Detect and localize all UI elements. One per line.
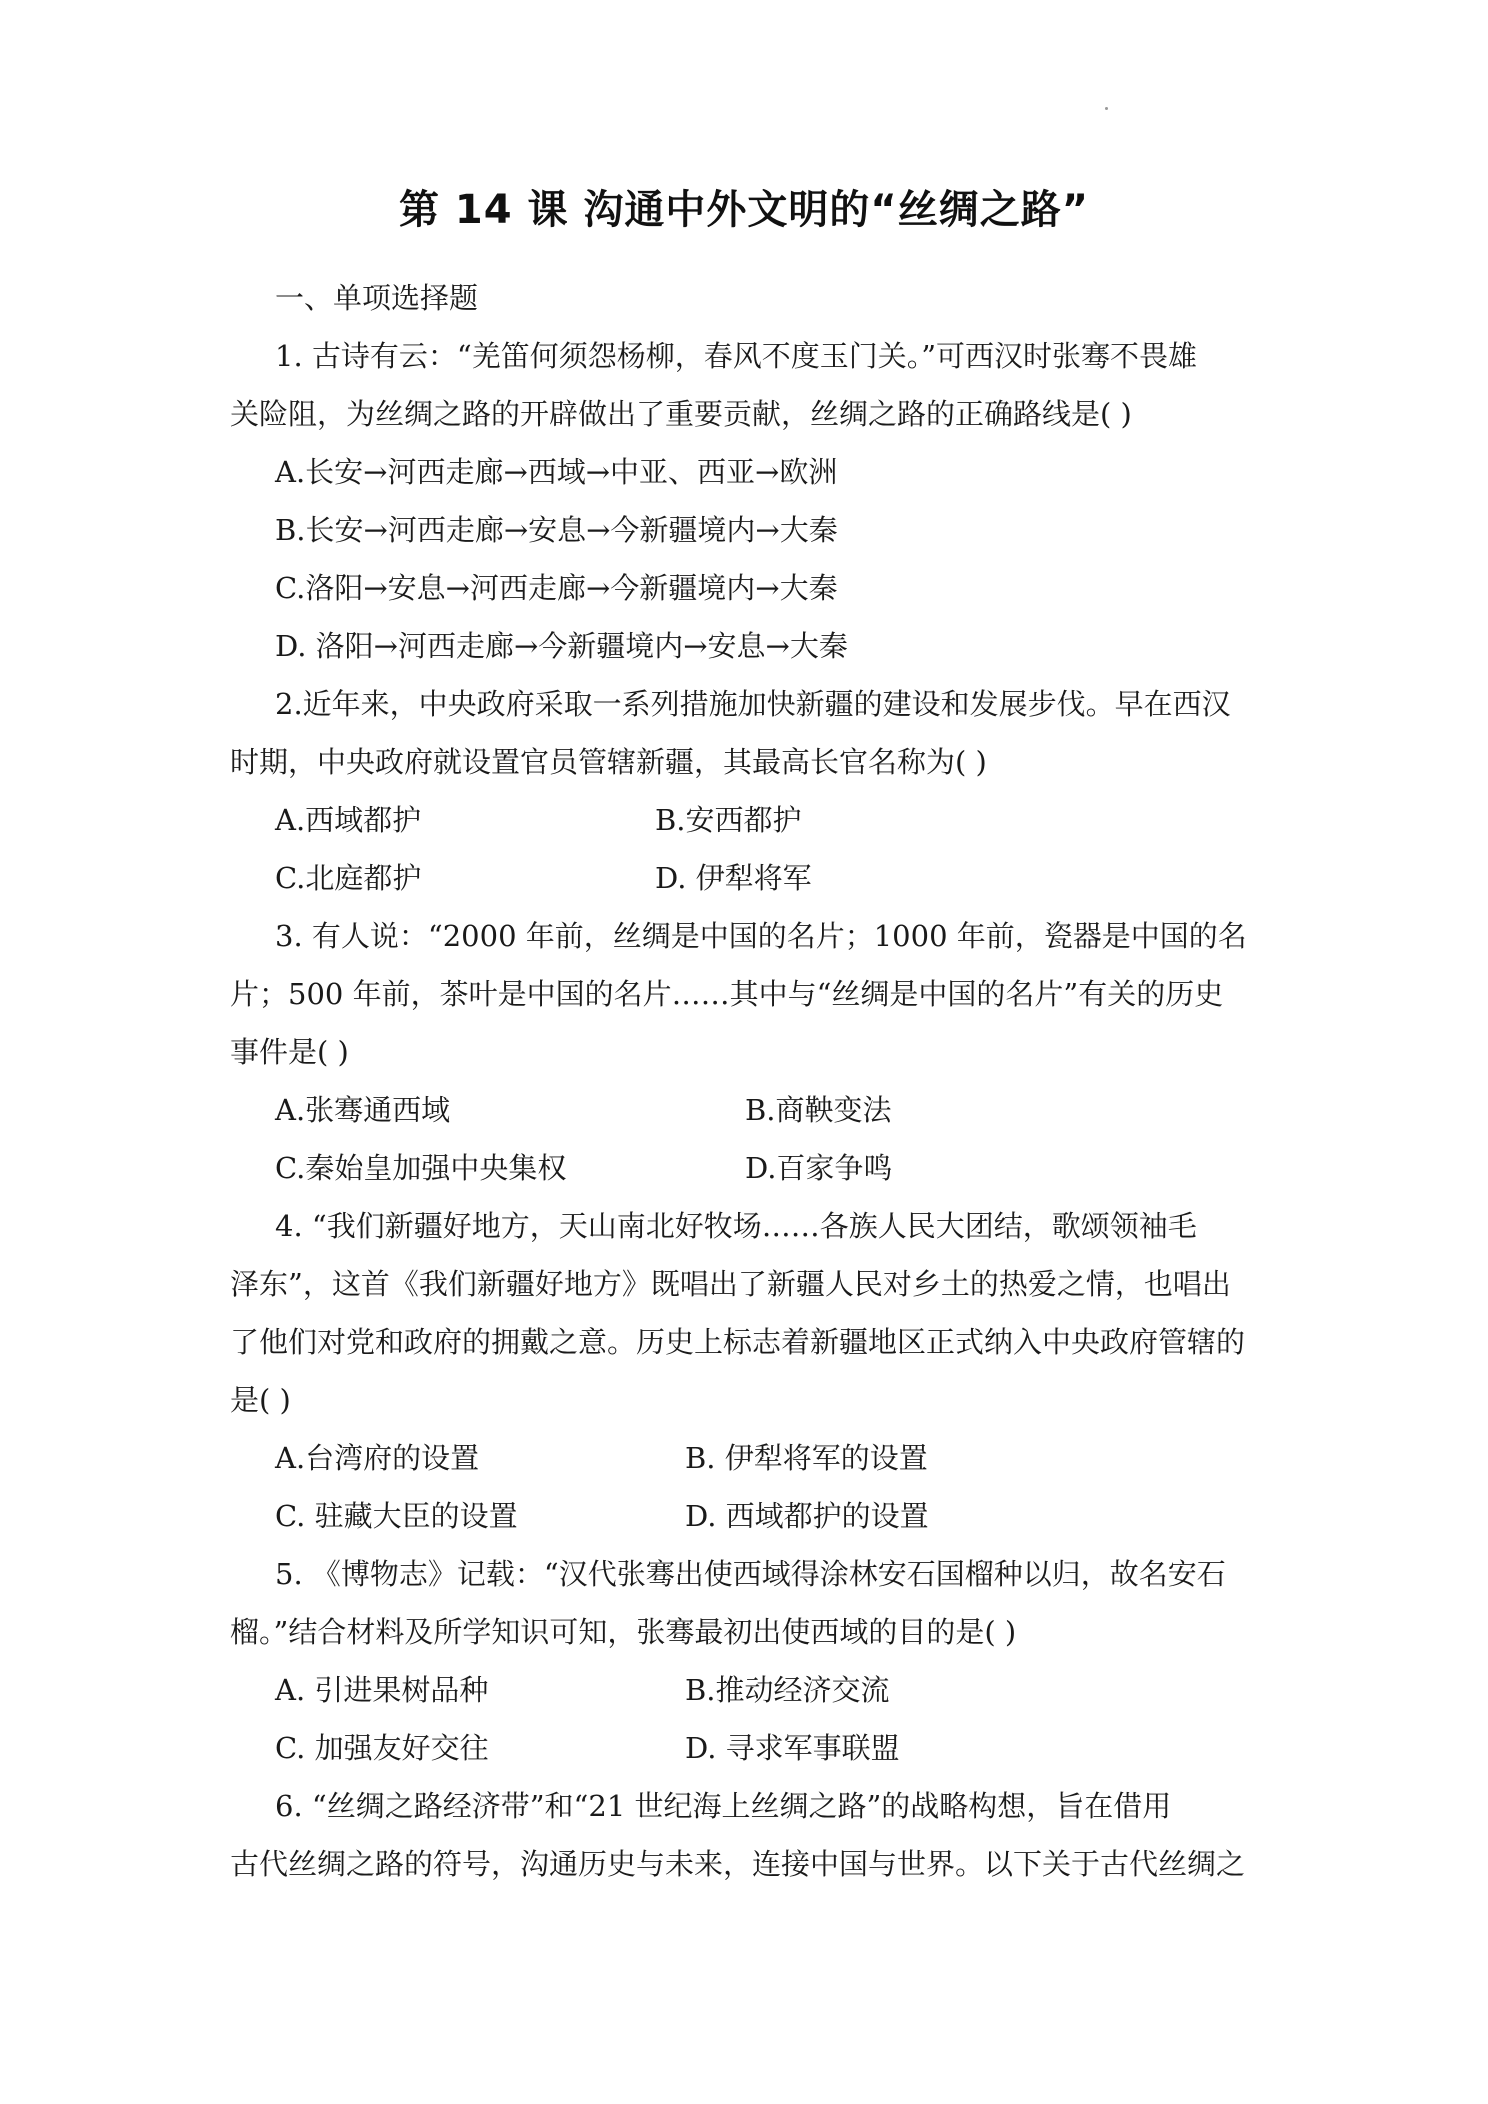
q1-option-d[interactable]: D. 洛阳→河西走廊→今新疆境内→安息→大秦 <box>275 629 848 663</box>
q1-stem-line1: 1. 古诗有云：“羌笛何须怨杨柳，春风不度玉门关。”可西汉时张骞不畏雄 <box>275 339 1198 373</box>
q5-stem-line2: 榴。”结合材料及所学知识可知，张骞最初出使西域的目的是( ) <box>230 1615 1017 1649</box>
scan-dot <box>1105 107 1108 110</box>
q4-option-c[interactable]: C. 驻藏大臣的设置 <box>275 1499 518 1533</box>
q4-option-d[interactable]: D. 西域都护的设置 <box>685 1499 929 1533</box>
q1-option-a[interactable]: A.长安→河西走廊→西域→中亚、西亚→欧洲 <box>275 455 838 489</box>
q4-stem-line3: 了他们对党和政府的拥戴之意。历史上标志着新疆地区正式纳入中央政府管辖的 <box>230 1325 1246 1359</box>
q4-stem-line2: 泽东”，这首《我们新疆好地方》既唱出了新疆人民对乡土的热爱之情，也唱出 <box>230 1267 1231 1301</box>
q4-stem-line1: 4. “我们新疆好地方，天山南北好牧场……各族人民大团结，歌颂领袖毛 <box>275 1209 1197 1243</box>
q3-stem-line3: 事件是( ) <box>230 1035 349 1069</box>
q5-option-c[interactable]: C. 加强友好交往 <box>275 1731 489 1765</box>
page-title: 第 14 课 沟通中外文明的“丝绸之路” <box>398 187 1090 233</box>
section-heading: 一、单项选择题 <box>275 281 479 315</box>
q5-stem-line1: 5. 《博物志》记载：“汉代张骞出使西域得涂林安石国榴种以归，故名安石 <box>275 1557 1226 1591</box>
q3-stem-line1: 3. 有人说：“2000 年前，丝绸是中国的名片；1000 年前，瓷器是中国的名 <box>275 919 1247 953</box>
q2-option-b[interactable]: B.安西都护 <box>655 803 802 837</box>
q1-option-c[interactable]: C.洛阳→安息→河西走廊→今新疆境内→大秦 <box>275 571 838 605</box>
q2-option-c[interactable]: C.北庭都护 <box>275 861 422 895</box>
q2-option-a[interactable]: A.西域都护 <box>275 803 422 837</box>
q1-option-b[interactable]: B.长安→河西走廊→安息→今新疆境内→大秦 <box>275 513 838 547</box>
q2-stem-line2: 时期，中央政府就设置官员管辖新疆，其最高长官名称为( ) <box>230 745 987 779</box>
q2-option-d[interactable]: D. 伊犁将军 <box>655 861 812 895</box>
q4-stem-line4: 是( ) <box>230 1383 291 1417</box>
q3-option-b[interactable]: B.商鞅变法 <box>745 1093 892 1127</box>
q6-stem-line2: 古代丝绸之路的符号，沟通历史与未来，连接中国与世界。以下关于古代丝绸之 <box>230 1847 1246 1881</box>
q5-option-b[interactable]: B.推动经济交流 <box>685 1673 890 1707</box>
q5-option-a[interactable]: A. 引进果树品种 <box>275 1673 489 1707</box>
q3-option-d[interactable]: D.百家争鸣 <box>745 1151 893 1185</box>
q6-stem-line1: 6. “丝绸之路经济带”和“21 世纪海上丝绸之路”的战略构想，旨在借用 <box>275 1789 1172 1823</box>
q3-option-a[interactable]: A.张骞通西域 <box>275 1093 451 1127</box>
q1-stem-line2: 关险阻，为丝绸之路的开辟做出了重要贡献，丝绸之路的正确路线是( ) <box>230 397 1132 431</box>
q5-option-d[interactable]: D. 寻求军事联盟 <box>685 1731 900 1765</box>
q3-option-c[interactable]: C.秦始皇加强中央集权 <box>275 1151 567 1185</box>
q3-stem-line2: 片；500 年前，茶叶是中国的名片……其中与“丝绸是中国的名片”有关的历史 <box>230 977 1224 1011</box>
q4-option-b[interactable]: B. 伊犁将军的设置 <box>685 1441 928 1475</box>
q2-stem-line1: 2.近年来，中央政府采取一系列措施加快新疆的建设和发展步伐。早在西汉 <box>275 687 1231 721</box>
q4-option-a[interactable]: A.台湾府的设置 <box>275 1441 480 1475</box>
